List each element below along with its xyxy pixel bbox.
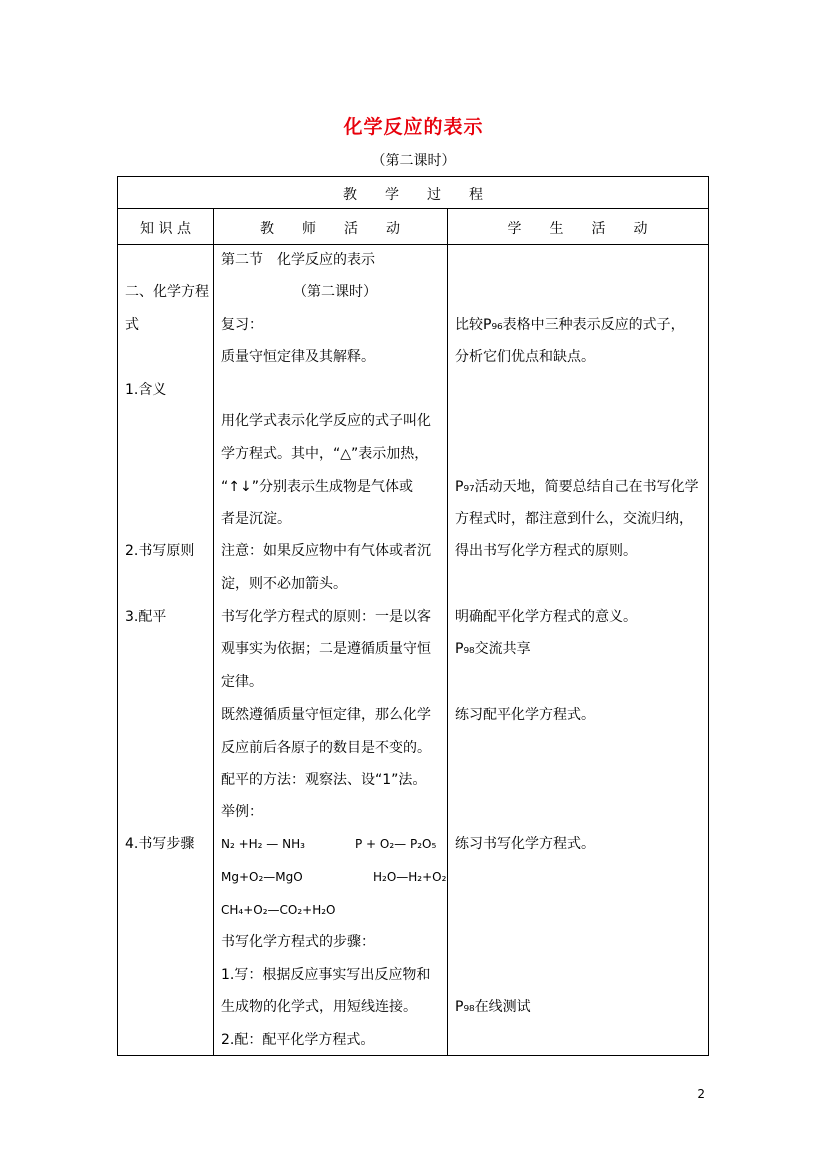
- lesson-table: [117, 176, 709, 1056]
- teacher-line: 复习：: [221, 317, 263, 333]
- student-line: 明确配平化学方程式的意义。: [455, 609, 637, 625]
- student-line: 分析它们优点和缺点。: [455, 349, 595, 365]
- knowledge-point: 1.含义: [125, 382, 167, 398]
- student-line: P₉₈在线测试: [455, 999, 531, 1015]
- teacher-line: 2.配：配平化学方程式。: [221, 1032, 375, 1048]
- column-divider: [213, 208, 214, 1056]
- knowledge-point: 式: [125, 317, 139, 333]
- header-student: 学 生 活 动: [507, 221, 648, 237]
- student-line: 方程式时，都注意到什么，交流归纳，: [455, 511, 693, 527]
- header-knowledge: 知 识 点: [140, 221, 191, 237]
- student-line: 得出书写化学方程式的原则。: [455, 543, 637, 559]
- teacher-line: 既然遵循质量守恒定律，那么化学: [221, 707, 431, 723]
- header-main: 教 学 过 程: [343, 187, 483, 203]
- equation-example: H₂O—H₂+O₂: [373, 870, 447, 884]
- teacher-line: 观事实为依据；二是遵循质量守恒: [221, 641, 431, 657]
- teacher-line: （第二课时）: [293, 284, 377, 300]
- teacher-line: 用化学式表示化学反应的式子叫化: [221, 413, 431, 429]
- equation-example: P + O₂— P₂O₅: [355, 837, 437, 851]
- student-line: 练习配平化学方程式。: [455, 707, 595, 723]
- teacher-line: 注意：如果反应物中有气体或者沉: [221, 543, 431, 559]
- teacher-line: 者是沉淀。: [221, 511, 291, 527]
- document-subtitle: （第二课时）: [371, 153, 456, 169]
- student-line: 练习书写化学方程式。: [455, 836, 595, 852]
- teacher-line: 1.写：根据反应事实写出反应物和: [221, 967, 431, 983]
- teacher-line: 第二节 化学反应的表示: [221, 252, 375, 268]
- header-teacher: 教 师 活 动: [260, 221, 400, 237]
- knowledge-point: 2.书写原则: [125, 543, 195, 559]
- equation-example: CH₄+O₂—CO₂+H₂O: [221, 903, 336, 917]
- knowledge-point: 4.书写步骤: [125, 836, 195, 852]
- teacher-line: 书写化学方程式的步骤：: [221, 934, 375, 950]
- student-line: P₉₇活动天地，简要总结自己在书写化学: [455, 479, 699, 495]
- equation-example: Mg+O₂—MgO: [221, 870, 303, 884]
- table-divider: [118, 244, 708, 245]
- equation-example: N₂ +H₂ — NH₃: [221, 837, 305, 851]
- page-number: 2: [697, 1087, 705, 1101]
- teacher-line: 淀，则不必加箭头。: [221, 576, 347, 592]
- student-line: P₉₈交流共享: [455, 641, 531, 657]
- document-title: 化学反应的表示: [343, 116, 484, 138]
- student-line: 比较P₉₆表格中三种表示反应的式子，: [455, 317, 685, 333]
- knowledge-point: 3.配平: [125, 609, 167, 625]
- teacher-line: 举例：: [221, 804, 263, 820]
- teacher-line: 质量守恒定律及其解释。: [221, 349, 375, 365]
- knowledge-point: 二、化学方程: [125, 284, 209, 300]
- teacher-line: 配平的方法：观察法、设“1”法。: [221, 772, 427, 788]
- table-divider: [118, 208, 708, 209]
- teacher-line: 反应前后各原子的数目是不变的。: [221, 740, 431, 756]
- teacher-line: 生成物的化学式，用短线连接。: [221, 999, 417, 1015]
- teacher-line: 书写化学方程式的原则：一是以客: [221, 609, 431, 625]
- teacher-line: 定律。: [221, 674, 263, 690]
- teacher-line: 学方程式。其中，“△”表示加热，: [221, 446, 429, 462]
- column-divider: [447, 208, 448, 1056]
- teacher-line: “↑↓”分别表示生成物是气体或: [221, 479, 413, 495]
